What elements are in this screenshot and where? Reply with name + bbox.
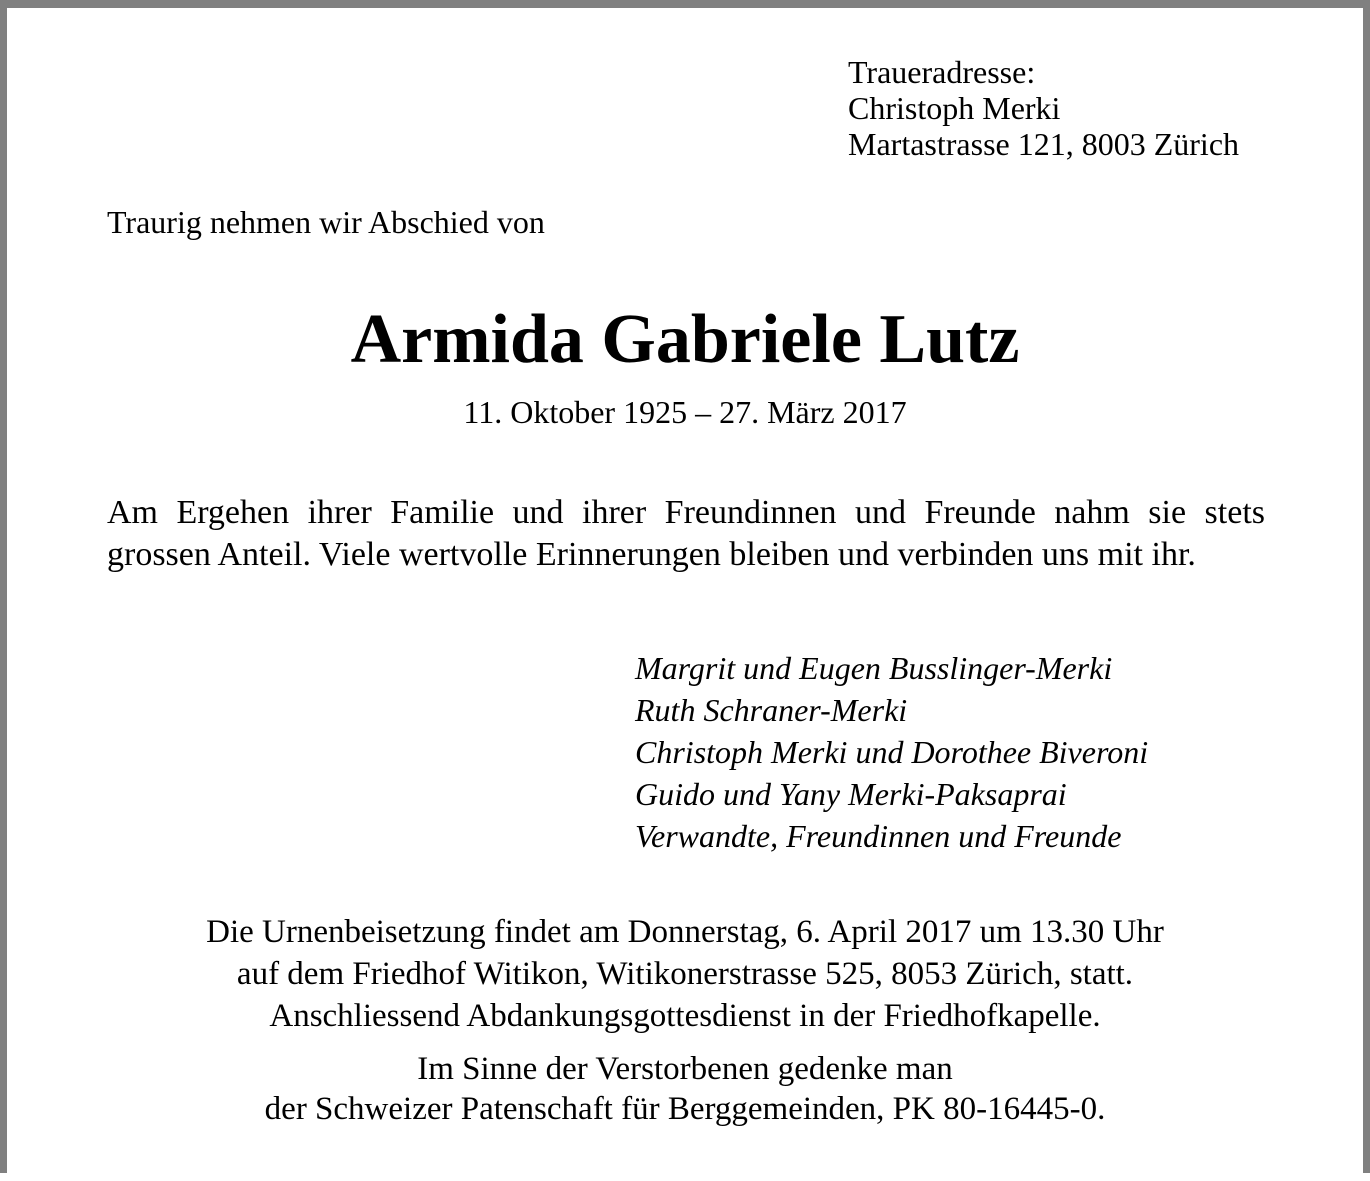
tribute-line-1: Am Ergehen ihrer Familie und ihrer Freundinnen und Freunde nahm sie <box>107 494 1187 531</box>
ceremony-line: auf dem Friedhof Witikon, Witikonerstrasse 525, 8053 Zürich, statt. <box>236 956 1134 992</box>
mourner-line: Guido und Yany Merki-Paksaprai <box>635 776 1067 812</box>
mourner-line: Ruth Schraner-Merki <box>635 692 908 728</box>
address-label: Traueradresse: <box>848 54 1036 90</box>
mourner-line: Christoph Merki und Dorothee Biveroni <box>635 734 1149 770</box>
tribute-line-3: uns mit ihr. <box>1041 536 1196 573</box>
intro-line: Traurig nehmen wir Abschied von <box>107 204 545 240</box>
tribute-text <box>107 492 1265 576</box>
deceased-name: Armida Gabriele Lutz <box>350 301 1020 378</box>
donation-info <box>0 1049 1370 1129</box>
tribute-line-2: stets grossen Anteil. Viele wertvolle Erinnerungen bleiben und verbinden <box>107 494 1265 573</box>
ceremony-line: Anschliessend Abdankungsgottesdienst in der Friedhofkapelle. <box>269 998 1101 1034</box>
donation-line: Im Sinne der Verstorbenen gedenke man <box>417 1051 953 1087</box>
life-dates: 11. Oktober 1925 – 27. März 2017 <box>463 394 907 430</box>
ceremony-info <box>0 911 1370 1037</box>
mourning-address <box>848 54 1239 162</box>
bottom-margin <box>0 1173 1370 1181</box>
address-name: Christoph Merki <box>848 90 1061 126</box>
mourner-line: Margrit und Eugen Busslinger-Merki <box>635 650 1113 686</box>
donation-line: der Schweizer Patenschaft für Berggemeinden, PK 80-16445-0. <box>264 1091 1106 1127</box>
mourners-list <box>635 647 1148 857</box>
ceremony-line: Die Urnenbeisetzung findet am Donnerstag, 6. April 2017 um 13.30 Uhr <box>206 914 1164 950</box>
address-street: Martastrasse 121, 8003 Zürich <box>848 126 1240 162</box>
mourner-line: Verwandte, Freundinnen und Freunde <box>635 818 1122 854</box>
